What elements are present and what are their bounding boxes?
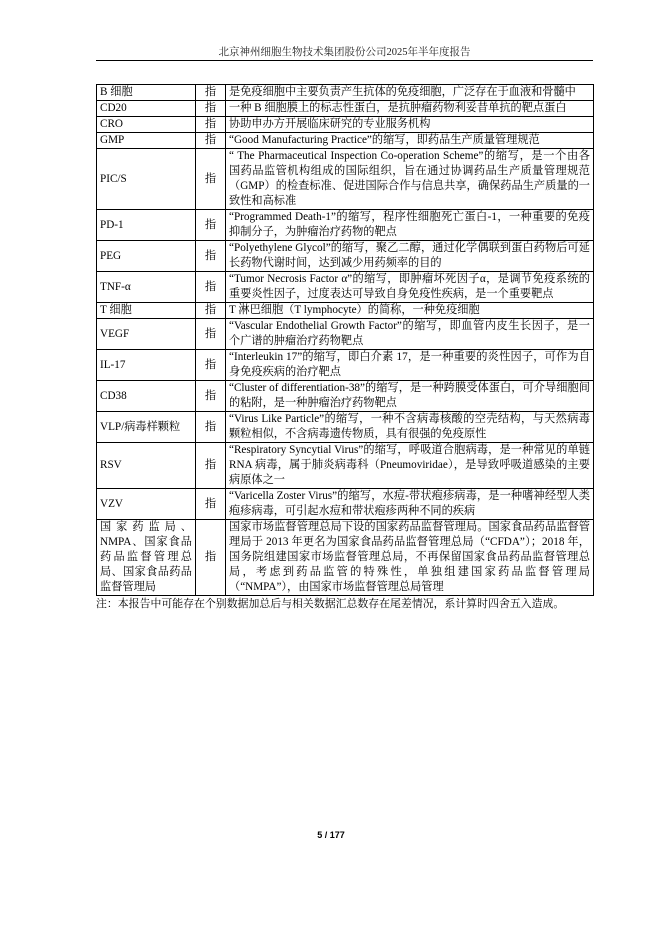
glossary-row	[97, 489, 594, 520]
glossary-row	[97, 303, 594, 319]
glossary-separator: 指	[196, 303, 226, 319]
glossary-definition: “Interleukin 17”的缩写，即白介素 17，是一种重要的炎性因子，可作为自身免疫疾病的治疗靶点	[226, 350, 594, 381]
glossary-row	[97, 241, 594, 272]
glossary-row	[97, 443, 594, 489]
glossary-definition: “Varicella Zoster Virus”的缩写，水痘-带状疱疹病毒，是一种嗜神经型人类疱疹病毒，可引起水痘和带状疱疹两种不同的疾病	[226, 489, 594, 520]
glossary-section	[96, 84, 593, 612]
glossary-term: VLP/病毒样颗粒	[97, 412, 196, 443]
footnote: 注：本报告中可能存在个别数据加总后与相关数据汇总数存在尾差情况，系计算时四舍五入造成。	[96, 598, 565, 610]
glossary-definition: “Tumor Necrosis Factor α”的缩写，即肿瘤坏死因子α，是调节免疫系统的重要炎性因子，过度表达可导致自身免疫性疾病，是一个重要靶点	[226, 272, 594, 303]
glossary-definition: 一种 B 细胞膜上的标志性蛋白，是抗肿瘤药物利妥昔单抗的靶点蛋白	[226, 101, 594, 117]
glossary-term: CRO	[97, 117, 196, 133]
glossary-term: RSV	[97, 443, 196, 489]
glossary-separator: 指	[196, 117, 226, 133]
glossary-separator: 指	[196, 489, 226, 520]
glossary-separator: 指	[196, 319, 226, 350]
glossary-definition: “ The Pharmaceutical Inspection Co-operation Scheme”的缩写，是一个由各国药品监管机构组成的国际组织，旨在通过协调药品生产质量管理规范（GMP）的检查标准、促进国际合作与信息共享，确保药品生产质量的一致性和高标准	[226, 149, 594, 210]
glossary-row	[97, 412, 594, 443]
glossary-row	[97, 381, 594, 412]
glossary-term: IL-17	[97, 350, 196, 381]
glossary-row	[97, 272, 594, 303]
glossary-term: TNF-α	[97, 272, 196, 303]
glossary-row	[97, 350, 594, 381]
glossary-row	[97, 149, 594, 210]
glossary-definition: “Good Manufacturing Practice”的缩写，即药品生产质量管理规范	[226, 133, 594, 149]
glossary-separator: 指	[196, 241, 226, 272]
glossary-row	[97, 319, 594, 350]
glossary-row	[97, 520, 594, 596]
glossary-separator: 指	[196, 272, 226, 303]
glossary-term: 国家药监局、NMPA、国家食品药品监督管理总局、国家食品药品监督管理局	[97, 520, 196, 596]
glossary-separator: 指	[196, 443, 226, 489]
page-number: 5 / 177	[317, 830, 345, 840]
glossary-separator: 指	[196, 350, 226, 381]
glossary-term: GMP	[97, 133, 196, 149]
glossary-term: CD38	[97, 381, 196, 412]
glossary-separator: 指	[196, 85, 226, 101]
glossary-definition: T 淋巴细胞（T lymphocyte）的简称，一种免疫细胞	[226, 303, 594, 319]
glossary-row	[97, 85, 594, 101]
glossary-row	[97, 101, 594, 117]
glossary-separator: 指	[196, 381, 226, 412]
running-header: 北京神州细胞生物技术集团股份公司2025年半年度报告	[218, 47, 471, 58]
glossary-separator: 指	[196, 101, 226, 117]
glossary-row	[97, 133, 594, 149]
glossary-separator: 指	[196, 412, 226, 443]
glossary-definition: “Respiratory Syncytial Virus”的缩写，呼吸道合胞病毒，是一种常见的单链 RNA 病毒，属于肺炎病毒科（Pneumoviridae），是导致呼吸道感染的主要病原体之一	[226, 443, 594, 489]
glossary-row	[97, 117, 594, 133]
glossary-definition: “Vascular Endothelial Growth Factor”的缩写，即血管内皮生长因子，是一个广谱的肿瘤治疗药物靶点	[226, 319, 594, 350]
glossary-definition: “Polyethylene Glycol”的缩写，聚乙二醇，通过化学偶联到蛋白药物后可延长药物代谢时间，达到减少用药频率的目的	[226, 241, 594, 272]
glossary-definition: 是免疫细胞中主要负责产生抗体的免疫细胞，广泛存在于血液和骨髓中	[226, 85, 594, 101]
glossary-definition: “Cluster of differentiation-38”的缩写，是一种跨膜受体蛋白，可介导细胞间的粘附，是一种肿瘤治疗药物靶点	[226, 381, 594, 412]
glossary-separator: 指	[196, 520, 226, 596]
glossary-term: PD-1	[97, 210, 196, 241]
glossary-term: VZV	[97, 489, 196, 520]
glossary-term: B 细胞	[97, 85, 196, 101]
glossary-definition: “Virus Like Particle”的缩写，一种不含病毒核酸的空壳结构，与天然病毒颗粒相似，不含病毒遗传物质，具有很强的免疫原性	[226, 412, 594, 443]
glossary-separator: 指	[196, 149, 226, 210]
glossary-term: CD20	[97, 101, 196, 117]
glossary-term: T 细胞	[97, 303, 196, 319]
glossary-table	[96, 84, 594, 596]
glossary-term: PIC/S	[97, 149, 196, 210]
header-rule	[96, 60, 593, 61]
glossary-definition: 国家市场监督管理总局下设的国家药品监督管理局。国家食品药品监督管理局于 2013 年更名为国家食品药品监督管理总局（“CFDA”）；2018 年，国务院组建国家市场监督管理总局，不再保留国家食品药品监督管理总局，考虑到药品监管的特殊性，单独组建国家药品监督管理局（“NMPA”），由国家市场监督管理总局管理	[226, 520, 594, 596]
glossary-term: PEG	[97, 241, 196, 272]
glossary-separator: 指	[196, 133, 226, 149]
glossary-term: VEGF	[97, 319, 196, 350]
glossary-separator: 指	[196, 210, 226, 241]
glossary-definition: “Programmed Death-1”的缩写，程序性细胞死亡蛋白-1，一种重要的免疫抑制分子，为肿瘤治疗药物的靶点	[226, 210, 594, 241]
glossary-row	[97, 210, 594, 241]
glossary-definition: 协助申办方开展临床研究的专业服务机构	[226, 117, 594, 133]
